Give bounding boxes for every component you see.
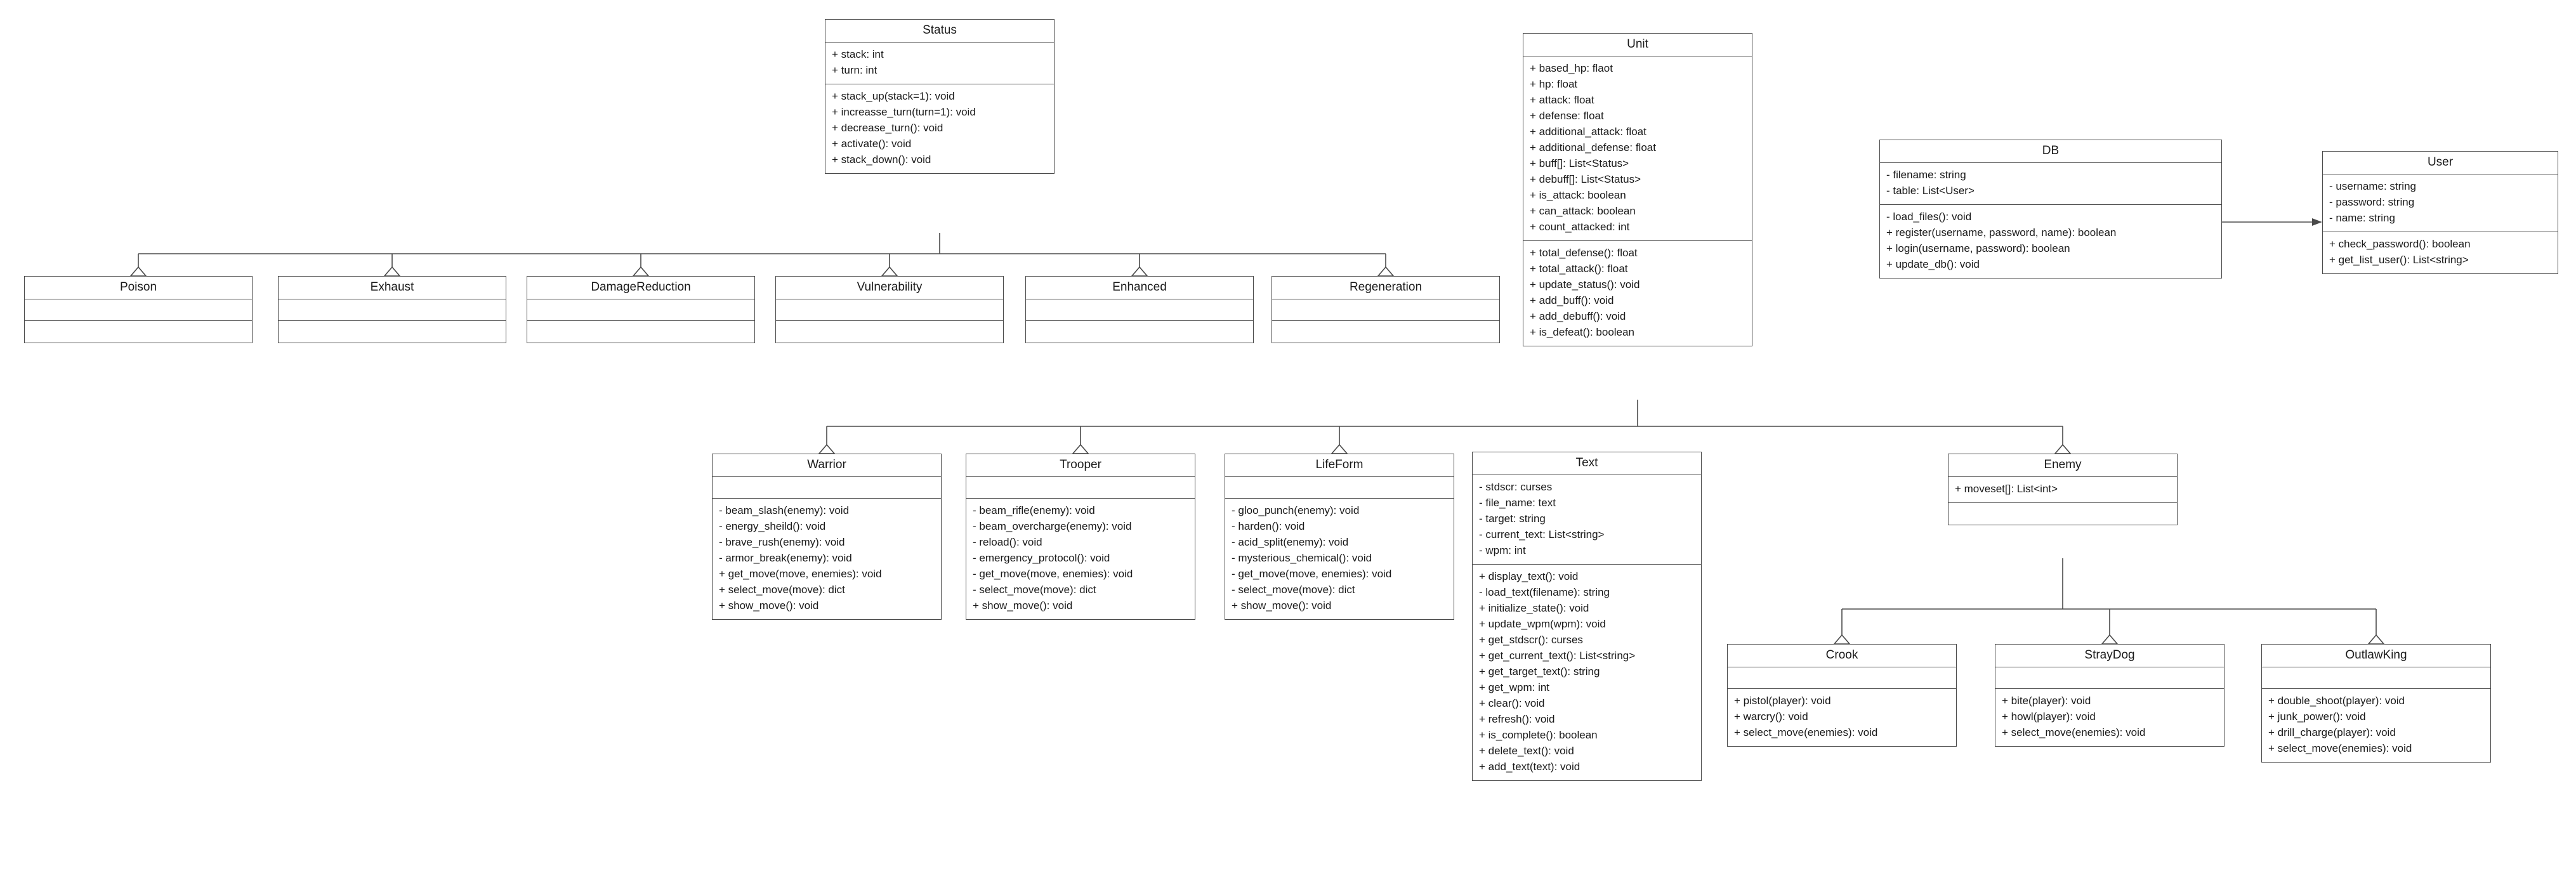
method-row: + select_move(enemies): void	[2002, 726, 2146, 738]
method-row: + show_move(): void	[719, 599, 819, 612]
method-row: + is_defeat(): boolean	[1530, 325, 1634, 338]
attribute-row: + turn: int	[832, 63, 877, 76]
attribute-row: - password: string	[2329, 195, 2415, 208]
class-box-text[interactable]	[1472, 452, 1702, 781]
class-title: DB	[1880, 140, 2221, 163]
method-row: - emergency_protocol(): void	[973, 551, 1110, 564]
method-row: + get_move(move, enemies): void	[719, 567, 882, 580]
method-row: + add_text(text): void	[1479, 760, 1580, 773]
attribute-row: + defense: float	[1530, 109, 1604, 122]
attribute-row: + hp: float	[1530, 77, 1578, 90]
attribute-row: + buff[]: List<Status>	[1530, 157, 1629, 169]
class-title: Exhaust	[279, 277, 506, 299]
class-methods	[825, 84, 1054, 173]
class-title: User	[2323, 152, 2558, 174]
attribute-row: + additional_attack: float	[1530, 125, 1646, 138]
method-row: + howl(player): void	[2002, 710, 2096, 723]
class-box-status[interactable]	[825, 19, 1055, 174]
class-methods	[1728, 689, 1956, 746]
class-box-damagereduction[interactable]	[527, 276, 755, 343]
class-attributes	[966, 477, 1195, 499]
method-row: + initialize_state(): void	[1479, 601, 1589, 614]
method-row: - energy_sheild(): void	[719, 520, 826, 532]
class-methods	[279, 321, 506, 343]
class-methods	[713, 499, 941, 619]
method-row: + activate(): void	[832, 137, 912, 150]
class-title: OutlawKing	[2262, 645, 2490, 667]
class-box-unit[interactable]	[1523, 33, 1752, 346]
class-methods	[2323, 232, 2558, 273]
method-row: + bite(player): void	[2002, 694, 2091, 707]
attribute-row: + count_attacked: int	[1530, 220, 1630, 233]
method-row: - brave_rush(enemy): void	[719, 535, 845, 548]
class-methods	[1880, 205, 2221, 278]
method-row: + add_buff(): void	[1530, 294, 1614, 306]
class-methods	[2262, 689, 2490, 762]
method-row: + stack_down(): void	[832, 153, 931, 166]
attribute-row: + based_hp: flaot	[1530, 62, 1613, 74]
method-row: + show_move(): void	[1232, 599, 1332, 612]
method-row: + login(username, password): boolean	[1886, 242, 2070, 254]
method-row: + update_status(): void	[1530, 278, 1640, 291]
class-title: DamageReduction	[527, 277, 754, 299]
method-row: + select_move(enemies): void	[2268, 742, 2412, 754]
class-methods	[1523, 241, 1752, 346]
class-title: Enhanced	[1026, 277, 1253, 299]
method-row: + register(username, password, name): boolean	[1886, 226, 2117, 239]
class-attributes	[776, 299, 1003, 321]
class-attributes	[1026, 299, 1253, 321]
class-methods	[1026, 321, 1253, 343]
attribute-row: - filename: string	[1886, 168, 1966, 181]
class-methods	[1272, 321, 1499, 343]
attribute-row: - stdscr: curses	[1479, 480, 1553, 493]
class-box-straydog[interactable]	[1995, 644, 2224, 747]
attribute-row: - current_text: List<string>	[1479, 528, 1605, 541]
class-title: Vulnerability	[776, 277, 1003, 299]
method-row: + total_defense(): float	[1530, 246, 1638, 259]
method-row: - load_text(filename): string	[1479, 586, 1610, 598]
class-box-regeneration[interactable]	[1272, 276, 1500, 343]
attribute-row: - username: string	[2329, 180, 2416, 192]
attribute-row: + is_attack: boolean	[1530, 188, 1626, 201]
attribute-row: - wpm: int	[1479, 544, 1526, 556]
class-title: Enemy	[1948, 454, 2177, 477]
method-row: - get_move(move, enemies): void	[1232, 567, 1392, 580]
class-methods	[25, 321, 252, 343]
class-attributes	[2262, 667, 2490, 689]
method-row: + drill_charge(player): void	[2268, 726, 2396, 738]
method-row: + total_attack(): float	[1530, 262, 1628, 275]
method-row: + pistol(player): void	[1734, 694, 1831, 707]
method-row: - beam_rifle(enemy): void	[973, 504, 1095, 516]
class-title: StrayDog	[1995, 645, 2224, 667]
class-attributes	[1225, 477, 1454, 499]
class-attributes	[1473, 475, 1701, 565]
method-row: + get_current_text(): List<string>	[1479, 649, 1636, 662]
method-row: + update_db(): void	[1886, 258, 1980, 270]
class-attributes	[279, 299, 506, 321]
method-row: + refresh(): void	[1479, 712, 1555, 725]
class-methods	[776, 321, 1003, 343]
class-methods	[1473, 565, 1701, 780]
class-title: LifeForm	[1225, 454, 1454, 477]
method-row: + clear(): void	[1479, 697, 1545, 709]
attribute-row: - file_name: text	[1479, 496, 1556, 509]
class-box-db[interactable]	[1879, 140, 2222, 278]
method-row: + decrease_turn(): void	[832, 121, 943, 134]
class-attributes	[25, 299, 252, 321]
method-row: + increasse_turn(turn=1): void	[832, 105, 976, 118]
method-row: + get_list_user(): List<string>	[2329, 253, 2469, 266]
class-box-user[interactable]	[2322, 151, 2558, 274]
class-box-enemy[interactable]	[1948, 454, 2178, 525]
class-attributes	[825, 43, 1054, 84]
class-attributes	[1272, 299, 1499, 321]
attribute-row: + moveset[]: List<int>	[1955, 482, 2058, 495]
class-title: Unit	[1523, 34, 1752, 56]
attribute-row: + debuff[]: List<Status>	[1530, 173, 1641, 185]
class-attributes	[1728, 667, 1956, 689]
method-row: + junk_power(): void	[2268, 710, 2366, 723]
class-attributes	[713, 477, 941, 499]
method-row: + get_target_text(): string	[1479, 665, 1600, 678]
method-row: + get_wpm: int	[1479, 681, 1550, 693]
class-box-exhaust[interactable]	[278, 276, 506, 343]
method-row: + add_debuff(): void	[1530, 310, 1626, 322]
attribute-row: - table: List<User>	[1886, 184, 1975, 197]
method-row: - load_files(): void	[1886, 210, 1972, 223]
method-row: + display_text(): void	[1479, 570, 1579, 582]
attribute-row: - name: string	[2329, 211, 2395, 224]
class-box-enhanced[interactable]	[1025, 276, 1254, 343]
class-title: Trooper	[966, 454, 1195, 477]
class-box-poison[interactable]	[24, 276, 253, 343]
method-row: + get_stdscr(): curses	[1479, 633, 1583, 646]
method-row: - reload(): void	[973, 535, 1042, 548]
class-attributes	[527, 299, 754, 321]
attribute-row: + additional_defense: float	[1530, 141, 1656, 154]
method-row: + select_move(enemies): void	[1734, 726, 1878, 738]
method-row: - acid_split(enemy): void	[1232, 535, 1349, 548]
class-methods	[966, 499, 1195, 619]
class-attributes	[1880, 163, 2221, 205]
method-row: + is_complete(): boolean	[1479, 728, 1598, 741]
class-title: Status	[825, 20, 1054, 43]
class-box-trooper[interactable]	[966, 454, 1195, 620]
attribute-row: - target: string	[1479, 512, 1546, 525]
method-row: + select_move(move): dict	[719, 583, 845, 596]
method-row: + show_move(): void	[973, 599, 1073, 612]
method-row: - beam_slash(enemy): void	[719, 504, 850, 516]
method-row: + warcry(): void	[1734, 710, 1808, 723]
method-row: - select_move(move): dict	[1232, 583, 1355, 596]
class-methods	[1948, 503, 2177, 525]
class-box-vulnerability[interactable]	[775, 276, 1004, 343]
method-row: - armor_break(enemy): void	[719, 551, 852, 564]
method-row: - gloo_punch(enemy): void	[1232, 504, 1360, 516]
class-title: Crook	[1728, 645, 1956, 667]
method-row: + stack_up(stack=1): void	[832, 89, 955, 102]
class-title: Warrior	[713, 454, 941, 477]
class-title: Regeneration	[1272, 277, 1499, 299]
class-box-crook[interactable]	[1727, 644, 1957, 747]
attribute-row: + attack: float	[1530, 93, 1594, 106]
class-methods	[527, 321, 754, 343]
method-row: + update_wpm(wpm): void	[1479, 617, 1606, 630]
class-attributes	[1948, 477, 2177, 503]
class-attributes	[1995, 667, 2224, 689]
method-row: + delete_text(): void	[1479, 744, 1574, 757]
attribute-row: + stack: int	[832, 48, 884, 60]
method-row: - select_move(move): dict	[973, 583, 1096, 596]
method-row: + double_shoot(player): void	[2268, 694, 2405, 707]
class-methods	[1995, 689, 2224, 746]
class-attributes	[1523, 56, 1752, 241]
class-attributes	[2323, 174, 2558, 232]
class-methods	[1225, 499, 1454, 619]
method-row: - mysterious_chemical(): void	[1232, 551, 1372, 564]
attribute-row: + can_attack: boolean	[1530, 204, 1636, 217]
class-box-outlawking[interactable]	[2261, 644, 2491, 763]
class-box-lifeform[interactable]	[1225, 454, 1454, 620]
class-title: Text	[1473, 452, 1701, 475]
method-row: - beam_overcharge(enemy): void	[973, 520, 1132, 532]
method-row: - harden(): void	[1232, 520, 1305, 532]
class-box-warrior[interactable]	[712, 454, 942, 620]
method-row: + check_password(): boolean	[2329, 237, 2471, 250]
method-row: - get_move(move, enemies): void	[973, 567, 1133, 580]
class-title: Poison	[25, 277, 252, 299]
